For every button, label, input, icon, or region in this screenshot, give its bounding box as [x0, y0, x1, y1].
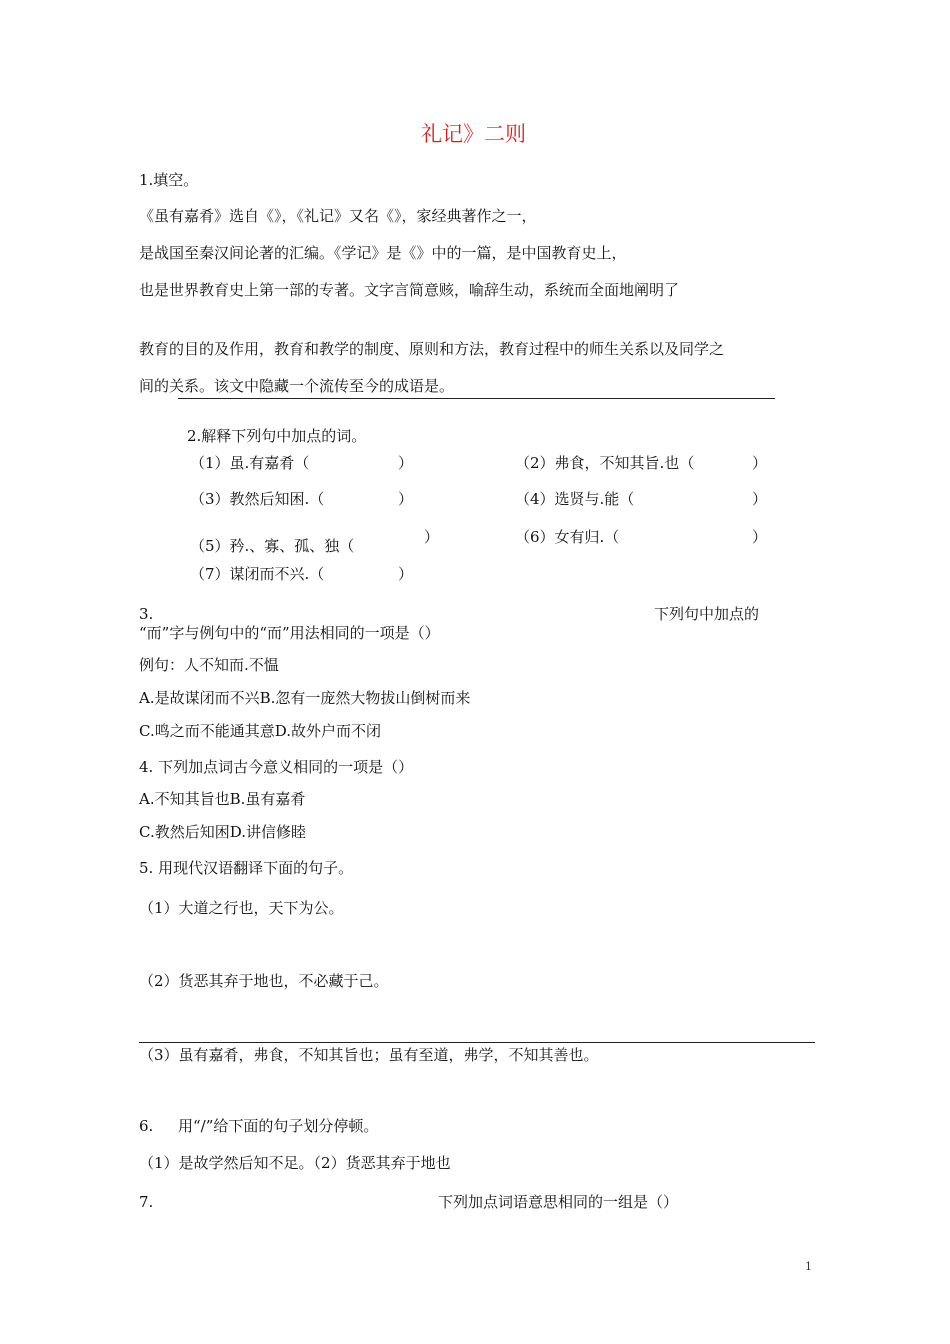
q2-item-4: （4）选贤与.能（	[515, 490, 635, 508]
q2-item-5: （5）矜.、寡、孤、独（	[190, 537, 355, 555]
q1-line-5: 间的关系。该文中隐藏一个流传至今的成语是。	[139, 377, 455, 395]
q2-item-3-close: ）	[398, 490, 414, 508]
q5-sentence-3: （3）虽有嘉肴，弗食，不知其旨也；虽有至道，弗学，不知其善也。	[139, 1046, 599, 1064]
q5-sentence-1: （1）大道之行也，天下为公。	[139, 899, 344, 917]
q4-options-ab: A.不知其旨也B.虽有嘉肴	[139, 790, 306, 808]
q5-answer-underline	[139, 1042, 815, 1043]
q2-item-5-close: ）	[424, 528, 440, 546]
q1-heading: 1.填空。	[139, 171, 199, 189]
q7-heading: 下列加点词语意思相同的一组是（）	[438, 1193, 679, 1211]
q4-heading: 4. 下列加点词古今意义相同的一项是（）	[139, 758, 414, 776]
q2-item-1-close: ）	[398, 454, 414, 472]
q6-number: 6.	[139, 1117, 154, 1135]
q3-example: 例句：人不知而.不愠	[139, 656, 279, 674]
q2-item-2-close: ）	[752, 454, 768, 472]
q3-options-cd: C.鸣之而不能通其意D.故外户而不闭	[139, 722, 381, 740]
q2-item-3: （3）教然后知困.（	[190, 490, 325, 508]
q3-number: 3.	[139, 605, 154, 623]
q3-heading-right: 下列句中加点的	[654, 605, 760, 623]
q6-sentences: （1）是故学然后知不足。（2）货恶其弃于地也	[139, 1154, 451, 1172]
q1-line-3: 也是世界教育史上第一部的专著。文字言简意赅，喻辞生动，系统而全面地阐明了	[139, 281, 680, 299]
q2-heading: 2.解释下列句中加点的词。	[187, 427, 367, 445]
q7-number: 7.	[139, 1193, 154, 1211]
q1-line-1: 《虽有嘉肴》选自《》，《礼记》又名《》，家经典著作之一，	[139, 207, 537, 225]
q5-heading: 5. 用现代汉语翻译下面的句子。	[139, 859, 354, 877]
q6-heading: 用“/”给下面的句子划分停顿。	[178, 1117, 379, 1135]
q2-item-4-close: ）	[752, 490, 768, 508]
q2-item-6-close: ）	[752, 528, 768, 546]
q5-sentence-2: （2）货恶其弃于地也，不必藏于己。	[139, 972, 389, 990]
q3-question: “而”字与例句中的“而”用法相同的一项是（）	[139, 624, 440, 642]
q1-line-2: 是战国至秦汉间论著的汇编。《学记》是《》中的一篇，是中国教育史上，	[139, 244, 627, 262]
q1-line-4: 教育的目的及作用，教育和教学的制度、原则和方法，教育过程中的师生关系以及同学之	[139, 340, 725, 358]
q2-item-7: （7）谋闭而不兴.（	[190, 565, 325, 583]
q2-item-2: （2）弗食，不知其旨.也（	[515, 454, 695, 472]
page-number: 1	[805, 1260, 812, 1273]
page-title: 礼记》二则	[421, 122, 526, 146]
q3-options-ab: A.是故谋闭而不兴B.忽有一庞然大物拔山倒树而来	[139, 689, 471, 707]
q2-item-6: （6）女有归.（	[515, 528, 620, 546]
q2-item-7-close: ）	[398, 565, 414, 583]
q2-item-1: （1）虽.有嘉肴（	[190, 454, 310, 472]
q1-answer-underline	[178, 398, 775, 399]
q4-options-cd: C.教然后知困D.讲信修睦	[139, 823, 306, 841]
